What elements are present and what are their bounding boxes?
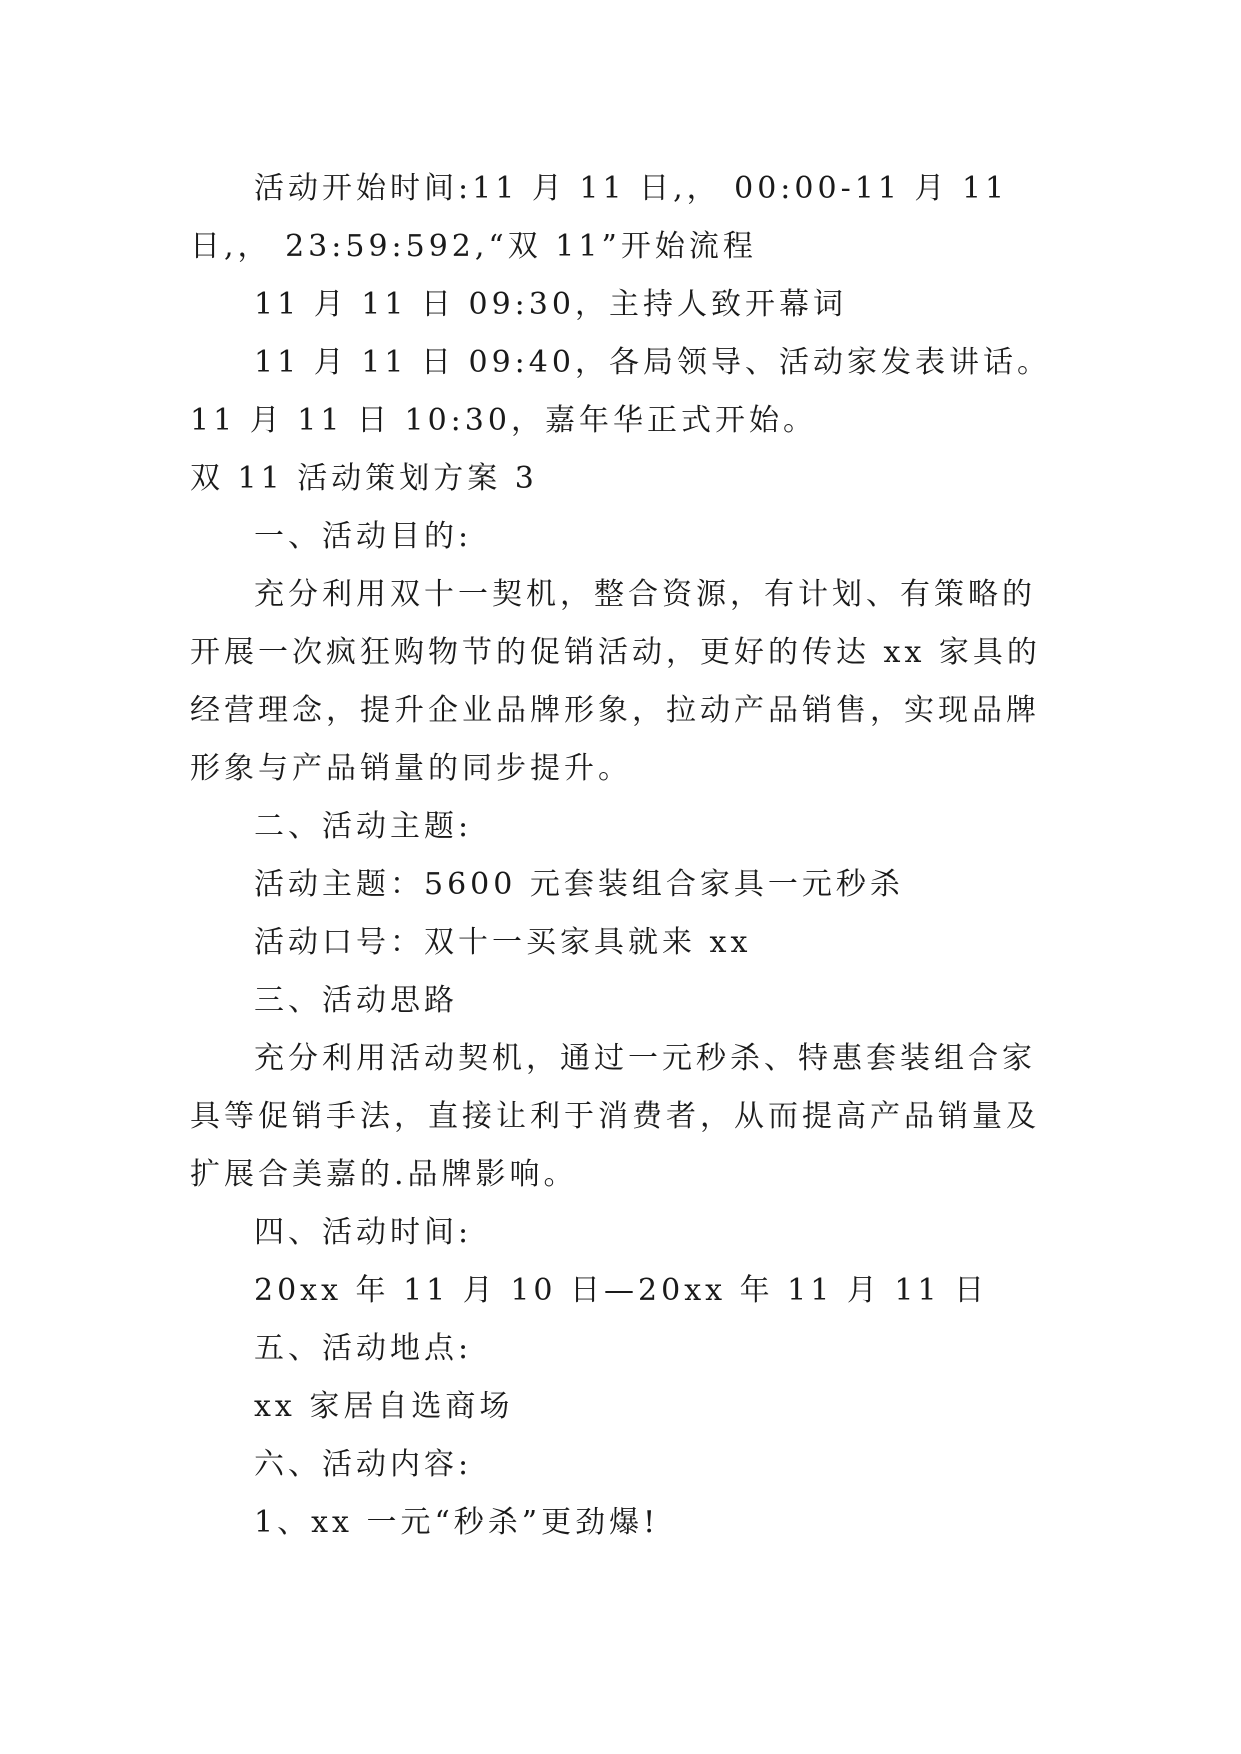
slogan-line: 活动口号：双十一买家具就来 xx	[254, 925, 752, 960]
section-heading-purpose: 一、活动目的:	[254, 519, 473, 554]
section-heading-approach: 三、活动思路	[254, 983, 458, 1018]
section-heading-theme: 二、活动主题:	[254, 809, 473, 844]
paragraph-leader-speech: 11 月 11 日 09:40，各局领导、活动家发表讲话。11 月 11 日 10:30，嘉年华正式开始。	[190, 345, 1051, 438]
document-page	[190, 160, 1052, 1552]
document-title: 双 11 活动策划方案 3	[190, 461, 538, 496]
section-body-purpose: 充分利用双十一契机，整合资源，有计划、有策略的开展一次疯狂购物节的促销活动，更好的传达 xx 家具的经营理念，提升企业品牌形象，拉动产品销售，实现品牌形象与产品销量的同步提升。	[190, 577, 1041, 786]
time-range-line: 20xx 年 11 月 10 日—20xx 年 11 月 11 日	[254, 1273, 989, 1308]
section-body-approach: 充分利用活动契机，通过一元秒杀、特惠套装组合家具等促销手法，直接让利于消费者，从而提高产品销量及扩展合美嘉的.品牌影响。	[190, 1041, 1040, 1192]
section-heading-content: 六、活动内容:	[254, 1447, 473, 1482]
location-line: xx 家居自选商场	[254, 1389, 514, 1424]
content-item-1: 1、xx 一元“秒杀”更劲爆!	[254, 1505, 660, 1540]
paragraph-opening-speech: 11 月 11 日 09:30，主持人致开幕词	[254, 287, 847, 322]
section-heading-time: 四、活动时间:	[254, 1215, 473, 1250]
paragraph-start-time: 活动开始时间:11 月 11 日,， 00:00-11 月 11 日,， 23:59:592,“双 11”开始流程	[190, 171, 1009, 264]
theme-line: 活动主题：5600 元套装组合家具一元秒杀	[254, 867, 904, 902]
section-heading-location: 五、活动地点:	[254, 1331, 473, 1366]
